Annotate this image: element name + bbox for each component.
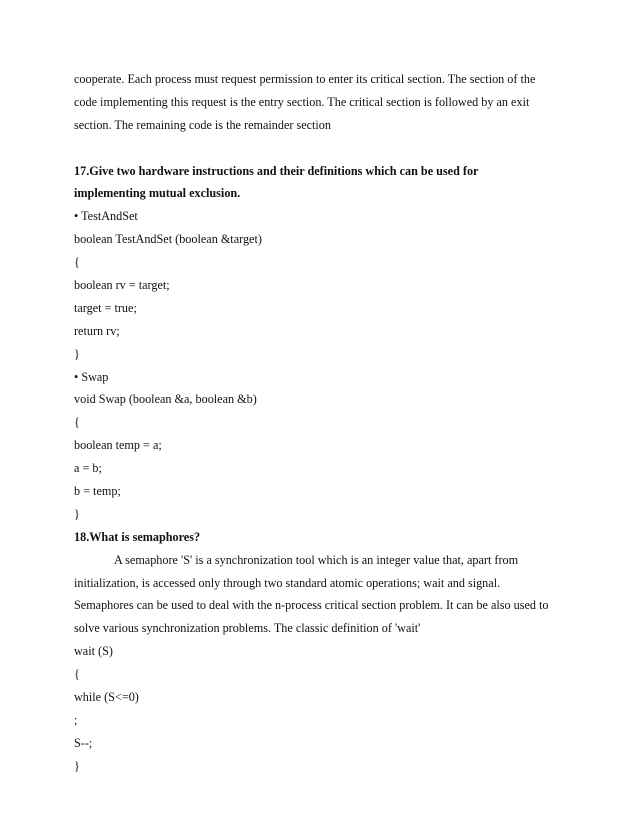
test-and-set-code-line: boolean TestAndSet (boolean &target) bbox=[74, 232, 262, 247]
test-and-set-title: • TestAndSet bbox=[74, 209, 138, 224]
swap-code-line: boolean temp = a; bbox=[74, 438, 162, 453]
swap-code-line: a = b; bbox=[74, 461, 102, 476]
intro-line-1: cooperate. Each process must request permission to enter its critical section. The section of the bbox=[74, 72, 536, 86]
wait-code-line: S--; bbox=[74, 735, 93, 750]
test-and-set-code-line: { bbox=[74, 255, 80, 270]
intro-line-2: code implementing this request is the entry section. The critical section is followed by an exit bbox=[74, 94, 530, 109]
swap-code-line: b = temp; bbox=[74, 484, 121, 499]
test-and-set-code-line: boolean rv = target; bbox=[74, 278, 170, 293]
wait-code-line: } bbox=[74, 758, 80, 773]
q18-paragraph-line-2: initialization, is accessed only through two standard atomic operations; wait and signal. bbox=[74, 575, 501, 590]
wait-code-line: ; bbox=[74, 712, 78, 727]
intro-line-3: section. The remaining code is the remainder section bbox=[74, 117, 331, 132]
swap-code-line: } bbox=[74, 506, 80, 521]
wait-code-line: while (S<=0) bbox=[74, 690, 139, 705]
test-and-set-code-line: } bbox=[74, 346, 80, 361]
wait-code-line: { bbox=[74, 667, 80, 682]
test-and-set-code-line: target = true; bbox=[74, 300, 137, 315]
q18-paragraph-line-3: Semaphores can be used to deal with the n-process critical section problem. It can be also used to bbox=[74, 598, 549, 613]
wait-code-line: wait (S) bbox=[74, 644, 113, 659]
swap-code-line: { bbox=[74, 415, 80, 430]
q17-heading-line-1: 17.Give two hardware instructions and their definitions which can be used for bbox=[74, 163, 479, 178]
test-and-set-code-line: return rv; bbox=[74, 323, 120, 338]
spacer bbox=[74, 137, 574, 160]
q18-heading: 18.What is semaphores? bbox=[74, 529, 201, 544]
swap-title: • Swap bbox=[74, 369, 109, 384]
q18-paragraph-line-4: solve various synchronization problems. The classic definition of 'wait' bbox=[74, 621, 421, 636]
q17-heading-line-2: implementing mutual exclusion. bbox=[74, 186, 241, 201]
document-page bbox=[74, 68, 574, 778]
swap-code-line: void Swap (boolean &a, boolean &b) bbox=[74, 392, 257, 407]
q18-paragraph-line-1: A semaphore 'S' is a synchronization tool which is an integer value that, apart from bbox=[114, 552, 519, 567]
